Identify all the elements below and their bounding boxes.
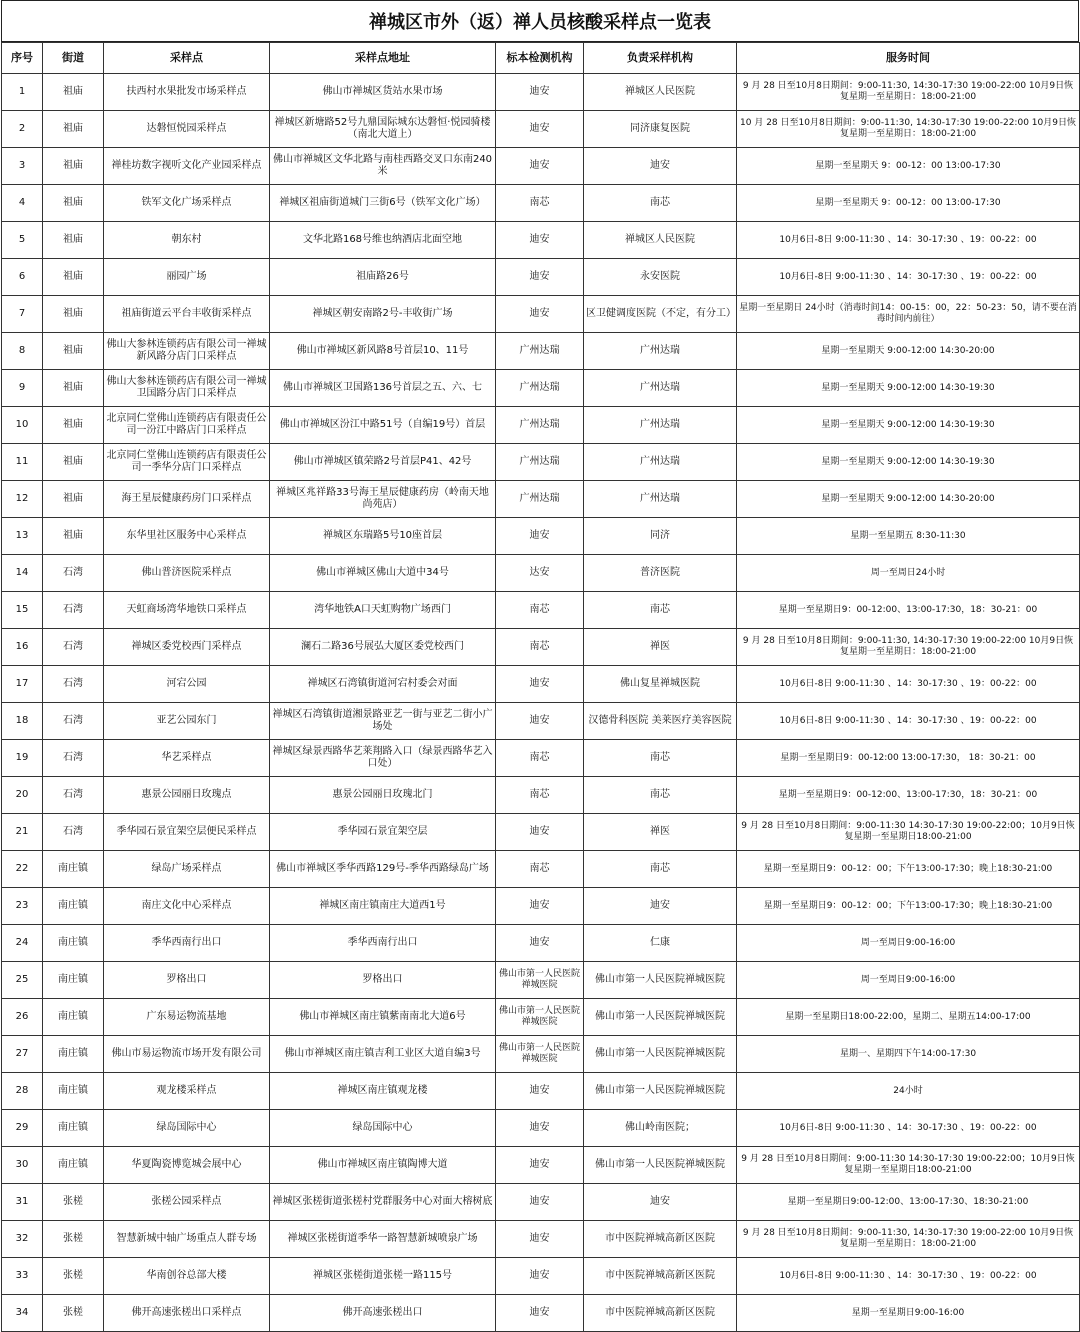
row-site: 华艺采样点 [104, 740, 270, 777]
row-service-time: 星期一至星期天 9:00-12:00 14:30-19:30 [737, 370, 1080, 407]
row-address: 佛山市禅城区季华西路129号-季华西路绿岛广场 [270, 851, 496, 888]
row-service-time: 星期一至星期日18:00-22:00，星期二、星期五14:00-17:00 [737, 999, 1080, 1036]
row-service-time: 9 月 28 日至10月8日期间：9:00-11:30, 14:30-17:30 19:00-22:00 10月9日恢复星期一至星期日：18:00-21:00 [737, 1221, 1080, 1258]
page-title: 禅城区市外（返）禅人员核酸采样点一览表 [1, 0, 1079, 42]
table-row [2, 185, 1080, 222]
row-sampler: 南芯 [584, 851, 737, 888]
row-service-time: 星期一至星期天 9:00-12:00 14:30-20:00 [737, 333, 1080, 370]
row-street: 南庄镇 [43, 1036, 104, 1073]
document-sheet [1, 0, 1079, 1332]
table-row [2, 1295, 1080, 1332]
row-index: 22 [2, 851, 43, 888]
row-index: 5 [2, 222, 43, 259]
row-site: 河宕公园 [104, 666, 270, 703]
row-index: 4 [2, 185, 43, 222]
table-row [2, 444, 1080, 481]
table-row [2, 1184, 1080, 1221]
row-sampler: 市中医院禅城高新区医院 [584, 1295, 737, 1332]
table-row [2, 666, 1080, 703]
row-site: 东华里社区服务中心采样点 [104, 518, 270, 555]
row-service-time: 星期一至星期日9：00-12：00；下午13:00-17:30；晚上18:30-21:00 [737, 888, 1080, 925]
row-service-time: 星期一至星期五 8:30-11:30 [737, 518, 1080, 555]
row-lab: 南芯 [496, 629, 584, 666]
row-street: 祖庙 [43, 148, 104, 185]
row-service-time: 星期一至星期日9:00-16:00 [737, 1295, 1080, 1332]
row-service-time: 10月6日-8日 9:00-11:30 、14：30-17:30 、19：00-22：00 [737, 1110, 1080, 1147]
table-header-row [2, 43, 1080, 74]
row-index: 12 [2, 481, 43, 518]
row-street: 祖庙 [43, 444, 104, 481]
row-address: 禅城区兆祥路33号海王星辰健康药房（岭南天地尚苑店） [270, 481, 496, 518]
row-sampler: 南芯 [584, 185, 737, 222]
row-index: 27 [2, 1036, 43, 1073]
table-row [2, 407, 1080, 444]
row-address: 惠景公园丽日玫瑰北门 [270, 777, 496, 814]
row-address: 佛山市禅城区新风路8号首层10、11号 [270, 333, 496, 370]
table-row [2, 1110, 1080, 1147]
row-site: 观龙楼采样点 [104, 1073, 270, 1110]
row-sampler: 禅城区人民医院 [584, 222, 737, 259]
row-sampler: 南芯 [584, 592, 737, 629]
row-sampler: 广州达瑞 [584, 333, 737, 370]
row-street: 南庄镇 [43, 1110, 104, 1147]
header-site: 采样点 [104, 43, 270, 74]
row-site: 达磐恒悦园采样点 [104, 111, 270, 148]
row-index: 19 [2, 740, 43, 777]
row-index: 20 [2, 777, 43, 814]
row-service-time: 星期一至星期日9：00-12:00、13:00-17:30，18：30-21：00 [737, 777, 1080, 814]
row-index: 25 [2, 962, 43, 999]
row-address: 禅城区绿景西路华艺莱翔路入口（绿景西路华艺入口处） [270, 740, 496, 777]
table-row [2, 1221, 1080, 1258]
row-address: 祖庙路26号 [270, 259, 496, 296]
table-row [2, 148, 1080, 185]
row-site: 绿岛国际中心 [104, 1110, 270, 1147]
row-street: 南庄镇 [43, 888, 104, 925]
row-service-time: 星期一至星期日 24小时（消毒时间14：00-15：00，22：50-23：50，请不要在消毒时间内前往） [737, 296, 1080, 333]
row-lab: 迪安 [496, 222, 584, 259]
row-service-time: 9 月 28 日至10月8日期间：9:00-11:30 14:30-17:30 19:00-22:00；10月9日恢复星期一至星期日18:00-21:00 [737, 814, 1080, 851]
row-service-time: 10月6日-8日 9:00-11:30 、14：30-17:30 、19：00-22：00 [737, 259, 1080, 296]
row-address: 禅城区东瑞路5号10座首层 [270, 518, 496, 555]
row-sampler: 广州达瑞 [584, 370, 737, 407]
row-site: 绿岛广场采样点 [104, 851, 270, 888]
row-lab: 广州达瑞 [496, 370, 584, 407]
row-sampler: 佛山岭南医院； [584, 1110, 737, 1147]
header-service-time: 服务时间 [737, 43, 1080, 74]
row-lab: 佛山市第一人民医院禅城医院 [496, 962, 584, 999]
row-lab: 迪安 [496, 1147, 584, 1184]
row-lab: 南芯 [496, 777, 584, 814]
row-address: 季华园石景宜架空层 [270, 814, 496, 851]
row-lab: 迪安 [496, 814, 584, 851]
row-street: 张槎 [43, 1184, 104, 1221]
row-service-time: 10月6日-8日 9:00-11:30 、14：30-17:30 、19：00-22：00 [737, 1258, 1080, 1295]
row-sampler: 迪安 [584, 148, 737, 185]
row-sampler: 佛山市第一人民医院禅城医院 [584, 1147, 737, 1184]
row-service-time: 9 月 28 日至10月8日期间：9:00-11:30 14:30-17:30 19:00-22:00；10月9日恢复星期一至星期日18:00-21:00 [737, 1147, 1080, 1184]
row-service-time: 星期一至星期天 9：00-12：00 13:00-17:30 [737, 148, 1080, 185]
table-row [2, 518, 1080, 555]
row-street: 祖庙 [43, 518, 104, 555]
row-index: 18 [2, 703, 43, 740]
row-street: 石湾 [43, 629, 104, 666]
row-lab: 迪安 [496, 296, 584, 333]
table-row [2, 888, 1080, 925]
row-sampler: 佛山市第一人民医院禅城医院 [584, 999, 737, 1036]
table-row [2, 629, 1080, 666]
row-index: 23 [2, 888, 43, 925]
table-row [2, 481, 1080, 518]
row-site: 季华园石景宜架空层便民采样点 [104, 814, 270, 851]
row-lab: 迪安 [496, 1258, 584, 1295]
row-site: 铁军文化广场采样点 [104, 185, 270, 222]
table-row [2, 1073, 1080, 1110]
row-service-time: 9 月 28 日至10月8日期间：9:00-11:30, 14:30-17:30 19:00-22:00 10月9日恢复星期一至星期日：18:00-21:00 [737, 629, 1080, 666]
table-row [2, 851, 1080, 888]
row-street: 南庄镇 [43, 1073, 104, 1110]
row-index: 16 [2, 629, 43, 666]
row-street: 张槎 [43, 1258, 104, 1295]
row-address: 罗格出口 [270, 962, 496, 999]
row-lab: 佛山市第一人民医院禅城医院 [496, 999, 584, 1036]
row-site: 禅城区委党校西门采样点 [104, 629, 270, 666]
row-service-time: 星期一至星期天 9：00-12：00 13:00-17:30 [737, 185, 1080, 222]
row-sampler: 佛山市第一人民医院禅城医院 [584, 1073, 737, 1110]
row-service-time: 星期一至星期日9:00-12:00、13:00-17:30、18:30-21:00 [737, 1184, 1080, 1221]
table-row [2, 333, 1080, 370]
row-site: 亚艺公园东门 [104, 703, 270, 740]
row-service-time: 10 月 28 日至10月8日期间：9:00-11:30, 14:30-17:30 19:00-22:00 10月9日恢复星期一至星期日：18:00-21:00 [737, 111, 1080, 148]
row-address: 禅城区石湾镇街道河宕村委会对面 [270, 666, 496, 703]
row-service-time: 10月6日-8日 9:00-11:30 、14：30-17:30 、19：00-22：00 [737, 666, 1080, 703]
row-lab: 迪安 [496, 1184, 584, 1221]
row-lab: 南芯 [496, 592, 584, 629]
row-street: 张槎 [43, 1221, 104, 1258]
row-address: 禅城区张槎街道张槎村党群服务中心对面大榕树底 [270, 1184, 496, 1221]
table-row [2, 925, 1080, 962]
row-site: 丽园广场 [104, 259, 270, 296]
row-sampler: 禅医 [584, 629, 737, 666]
row-site: 华夏陶瓷博览城会展中心 [104, 1147, 270, 1184]
row-index: 21 [2, 814, 43, 851]
row-site: 佛开高速张槎出口采样点 [104, 1295, 270, 1332]
row-sampler: 市中医院禅城高新区医院 [584, 1258, 737, 1295]
row-service-time: 24小时 [737, 1073, 1080, 1110]
row-street: 祖庙 [43, 74, 104, 111]
table-row [2, 814, 1080, 851]
header-street: 街道 [43, 43, 104, 74]
table-row [2, 1147, 1080, 1184]
row-street: 石湾 [43, 703, 104, 740]
row-site: 禅桂坊数字视听文化产业园采样点 [104, 148, 270, 185]
row-street: 祖庙 [43, 185, 104, 222]
row-site: 张槎公园采样点 [104, 1184, 270, 1221]
row-sampler: 南芯 [584, 740, 737, 777]
row-address: 禅城区新塘路52号九鼎国际城东达磐恒·悦园骑楼（南北大道上） [270, 111, 496, 148]
row-service-time: 周一至周日9:00-16:00 [737, 962, 1080, 999]
row-service-time: 周一至周日9:00-16:00 [737, 925, 1080, 962]
row-address: 禅城区南庄镇南庄大道西1号 [270, 888, 496, 925]
table-row [2, 1258, 1080, 1295]
row-address: 禅城区张槎街道季华一路智慧新城喷泉广场 [270, 1221, 496, 1258]
row-index: 3 [2, 148, 43, 185]
row-site: 季华西南行出口 [104, 925, 270, 962]
row-index: 29 [2, 1110, 43, 1147]
row-address: 佛山市禅城区镇荣路2号首层P41、42号 [270, 444, 496, 481]
row-street: 祖庙 [43, 407, 104, 444]
row-address: 佛山市禅城区文华北路与南桂西路交叉口东南240米 [270, 148, 496, 185]
row-sampler: 广州达瑞 [584, 407, 737, 444]
row-lab: 广州达瑞 [496, 333, 584, 370]
row-sampler: 佛山市第一人民医院禅城医院 [584, 1036, 737, 1073]
row-sampler: 广州达瑞 [584, 481, 737, 518]
row-site: 佛山大参林连锁药店有限公司一禅城卫国路分店门口采样点 [104, 370, 270, 407]
row-index: 9 [2, 370, 43, 407]
row-lab: 迪安 [496, 518, 584, 555]
table-row [2, 1036, 1080, 1073]
row-street: 祖庙 [43, 481, 104, 518]
row-street: 南庄镇 [43, 999, 104, 1036]
row-street: 石湾 [43, 740, 104, 777]
row-lab: 迪安 [496, 74, 584, 111]
row-address: 绿岛国际中心 [270, 1110, 496, 1147]
row-index: 6 [2, 259, 43, 296]
table-row [2, 777, 1080, 814]
row-sampler: 佛山复星禅城医院 [584, 666, 737, 703]
row-address: 佛开高速张槎出口 [270, 1295, 496, 1332]
row-service-time: 星期一至星期天 9:00-12:00 14:30-20:00 [737, 481, 1080, 518]
row-site: 南庄文化中心采样点 [104, 888, 270, 925]
row-street: 南庄镇 [43, 962, 104, 999]
row-lab: 迪安 [496, 1295, 584, 1332]
row-service-time: 10月6日-8日 9:00-11:30 、14：30-17:30 、19：00-22：00 [737, 703, 1080, 740]
row-address: 禅城区石湾镇街道湘景路亚艺一街与亚艺二街小广场处 [270, 703, 496, 740]
row-lab: 南芯 [496, 185, 584, 222]
row-lab: 迪安 [496, 259, 584, 296]
row-site: 佛山普济医院采样点 [104, 555, 270, 592]
row-lab: 迪安 [496, 703, 584, 740]
row-address: 季华西南行出口 [270, 925, 496, 962]
row-street: 祖庙 [43, 370, 104, 407]
row-index: 14 [2, 555, 43, 592]
row-street: 石湾 [43, 555, 104, 592]
row-service-time: 星期一至星期日9：00-12:00、13:00-17:30，18：30-21：00 [737, 592, 1080, 629]
row-address: 湾华地铁A口天虹购物广场西门 [270, 592, 496, 629]
row-lab: 迪安 [496, 925, 584, 962]
row-index: 15 [2, 592, 43, 629]
table-row [2, 592, 1080, 629]
row-index: 32 [2, 1221, 43, 1258]
row-address: 禅城区张槎街道张槎一路115号 [270, 1258, 496, 1295]
row-site: 扶西村水果批发市场采样点 [104, 74, 270, 111]
row-service-time: 星期一至星期天 9:00-12:00 14:30-19:30 [737, 444, 1080, 481]
row-sampler: 市中医院禅城高新区医院 [584, 1221, 737, 1258]
table-row [2, 555, 1080, 592]
row-index: 26 [2, 999, 43, 1036]
row-street: 祖庙 [43, 296, 104, 333]
row-sampler: 区卫健调度医院（不定，有分工） [584, 296, 737, 333]
row-street: 祖庙 [43, 259, 104, 296]
row-site: 佛山大参林连锁药店有限公司一禅城新风路分店门口采样点 [104, 333, 270, 370]
row-street: 石湾 [43, 592, 104, 629]
row-site: 广东易运物流基地 [104, 999, 270, 1036]
row-street: 石湾 [43, 777, 104, 814]
row-index: 8 [2, 333, 43, 370]
row-sampler: 迪安 [584, 888, 737, 925]
table-row [2, 740, 1080, 777]
row-sampler: 永安医院 [584, 259, 737, 296]
row-index: 33 [2, 1258, 43, 1295]
row-lab: 迪安 [496, 111, 584, 148]
row-address: 禅城区朝安南路2号-丰收街广场 [270, 296, 496, 333]
table-row [2, 74, 1080, 111]
row-site: 惠景公园丽日玫瑰点 [104, 777, 270, 814]
row-index: 10 [2, 407, 43, 444]
row-street: 南庄镇 [43, 1147, 104, 1184]
row-address: 佛山市禅城区汾江中路51号（自编19号）首层 [270, 407, 496, 444]
table-row [2, 703, 1080, 740]
row-sampler: 同济康复医院 [584, 111, 737, 148]
row-index: 31 [2, 1184, 43, 1221]
row-lab: 广州达瑞 [496, 444, 584, 481]
row-lab: 迪安 [496, 148, 584, 185]
row-address: 佛山市禅城区南庄镇吉利工业区大道自编3号 [270, 1036, 496, 1073]
row-sampler: 禅医 [584, 814, 737, 851]
table-row [2, 370, 1080, 407]
row-service-time: 周一至周日24小时 [737, 555, 1080, 592]
row-index: 34 [2, 1295, 43, 1332]
row-sampler: 禅城区人民医院 [584, 74, 737, 111]
row-address: 禅城区祖庙街道城门三街6号（铁军文化广场） [270, 185, 496, 222]
row-service-time: 星期一、星期四下午14:00-17:30 [737, 1036, 1080, 1073]
table-row [2, 999, 1080, 1036]
row-site: 祖庙街道云平台丰收街采样点 [104, 296, 270, 333]
row-lab: 迪安 [496, 1110, 584, 1147]
row-lab: 迪安 [496, 1221, 584, 1258]
row-index: 28 [2, 1073, 43, 1110]
row-sampler: 广州达瑞 [584, 444, 737, 481]
row-sampler: 南芯 [584, 777, 737, 814]
row-address: 佛山市禅城区卫国路136号首层之五、六、七 [270, 370, 496, 407]
table-row [2, 222, 1080, 259]
row-sampler: 同济 [584, 518, 737, 555]
row-address: 佛山市禅城区佛山大道中34号 [270, 555, 496, 592]
row-site: 智慧新城中轴广场重点人群专场 [104, 1221, 270, 1258]
row-address: 澜石二路36号展弘大厦区委党校西门 [270, 629, 496, 666]
row-service-time: 10月6日-8日 9:00-11:30 、14：30-17:30 、19：00-22：00 [737, 222, 1080, 259]
row-sampler: 迪安 [584, 1184, 737, 1221]
row-index: 7 [2, 296, 43, 333]
row-service-time: 星期一至星期日9：00-12：00；下午13:00-17:30；晚上18:30-21:00 [737, 851, 1080, 888]
row-service-time: 9 月 28 日至10月8日期间：9:00-11:30, 14:30-17:30 19:00-22:00 10月9日恢复星期一至星期日：18:00-21:00 [737, 74, 1080, 111]
row-lab: 迪安 [496, 666, 584, 703]
header-index: 序号 [2, 43, 43, 74]
row-lab: 迪安 [496, 1073, 584, 1110]
sampling-points-table [1, 42, 1080, 1332]
row-site: 北京同仁堂佛山连锁药店有限责任公司一汾江中路店门口采样点 [104, 407, 270, 444]
row-index: 2 [2, 111, 43, 148]
row-street: 祖庙 [43, 111, 104, 148]
row-service-time: 星期一至星期日9：00-12:00 13:00-17:30， 18：30-21：00 [737, 740, 1080, 777]
row-street: 祖庙 [43, 333, 104, 370]
table-row [2, 296, 1080, 333]
header-address: 采样点地址 [270, 43, 496, 74]
row-site: 海王星辰健康药房门口采样点 [104, 481, 270, 518]
row-index: 30 [2, 1147, 43, 1184]
row-street: 张槎 [43, 1295, 104, 1332]
row-street: 祖庙 [43, 222, 104, 259]
row-site: 朝东村 [104, 222, 270, 259]
row-address: 佛山市禅城区南庄镇紫南南北大道6号 [270, 999, 496, 1036]
row-address: 文华北路168号维也纳酒店北面空地 [270, 222, 496, 259]
header-sampler: 负责采样机构 [584, 43, 737, 74]
row-lab: 广州达瑞 [496, 481, 584, 518]
table-row [2, 962, 1080, 999]
row-street: 南庄镇 [43, 851, 104, 888]
row-address: 佛山市禅城区货站水果市场 [270, 74, 496, 111]
row-index: 17 [2, 666, 43, 703]
row-street: 石湾 [43, 666, 104, 703]
row-street: 石湾 [43, 814, 104, 851]
row-site: 北京同仁堂佛山连锁药店有限责任公司一季华分店门口采样点 [104, 444, 270, 481]
header-lab: 标本检测机构 [496, 43, 584, 74]
row-service-time: 星期一至星期天 9:00-12:00 14:30-19:30 [737, 407, 1080, 444]
table-row [2, 259, 1080, 296]
row-site: 罗格出口 [104, 962, 270, 999]
row-address: 佛山市禅城区南庄镇陶博大道 [270, 1147, 496, 1184]
row-site: 天虹商场湾华地铁口采样点 [104, 592, 270, 629]
row-lab: 佛山市第一人民医院禅城医院 [496, 1036, 584, 1073]
row-sampler: 仁康 [584, 925, 737, 962]
row-sampler: 普济医院 [584, 555, 737, 592]
row-street: 南庄镇 [43, 925, 104, 962]
row-index: 11 [2, 444, 43, 481]
row-sampler: 汉德骨科医院 美莱医疗美容医院 [584, 703, 737, 740]
row-lab: 南芯 [496, 740, 584, 777]
table-row [2, 111, 1080, 148]
row-lab: 达安 [496, 555, 584, 592]
row-address: 禅城区南庄镇观龙楼 [270, 1073, 496, 1110]
row-lab: 南芯 [496, 851, 584, 888]
row-index: 13 [2, 518, 43, 555]
row-index: 24 [2, 925, 43, 962]
row-lab: 迪安 [496, 888, 584, 925]
row-sampler: 佛山市第一人民医院禅城医院 [584, 962, 737, 999]
row-site: 华南创谷总部大楼 [104, 1258, 270, 1295]
row-site: 佛山市易运物流市场开发有限公司 [104, 1036, 270, 1073]
row-lab: 广州达瑞 [496, 407, 584, 444]
row-index: 1 [2, 74, 43, 111]
